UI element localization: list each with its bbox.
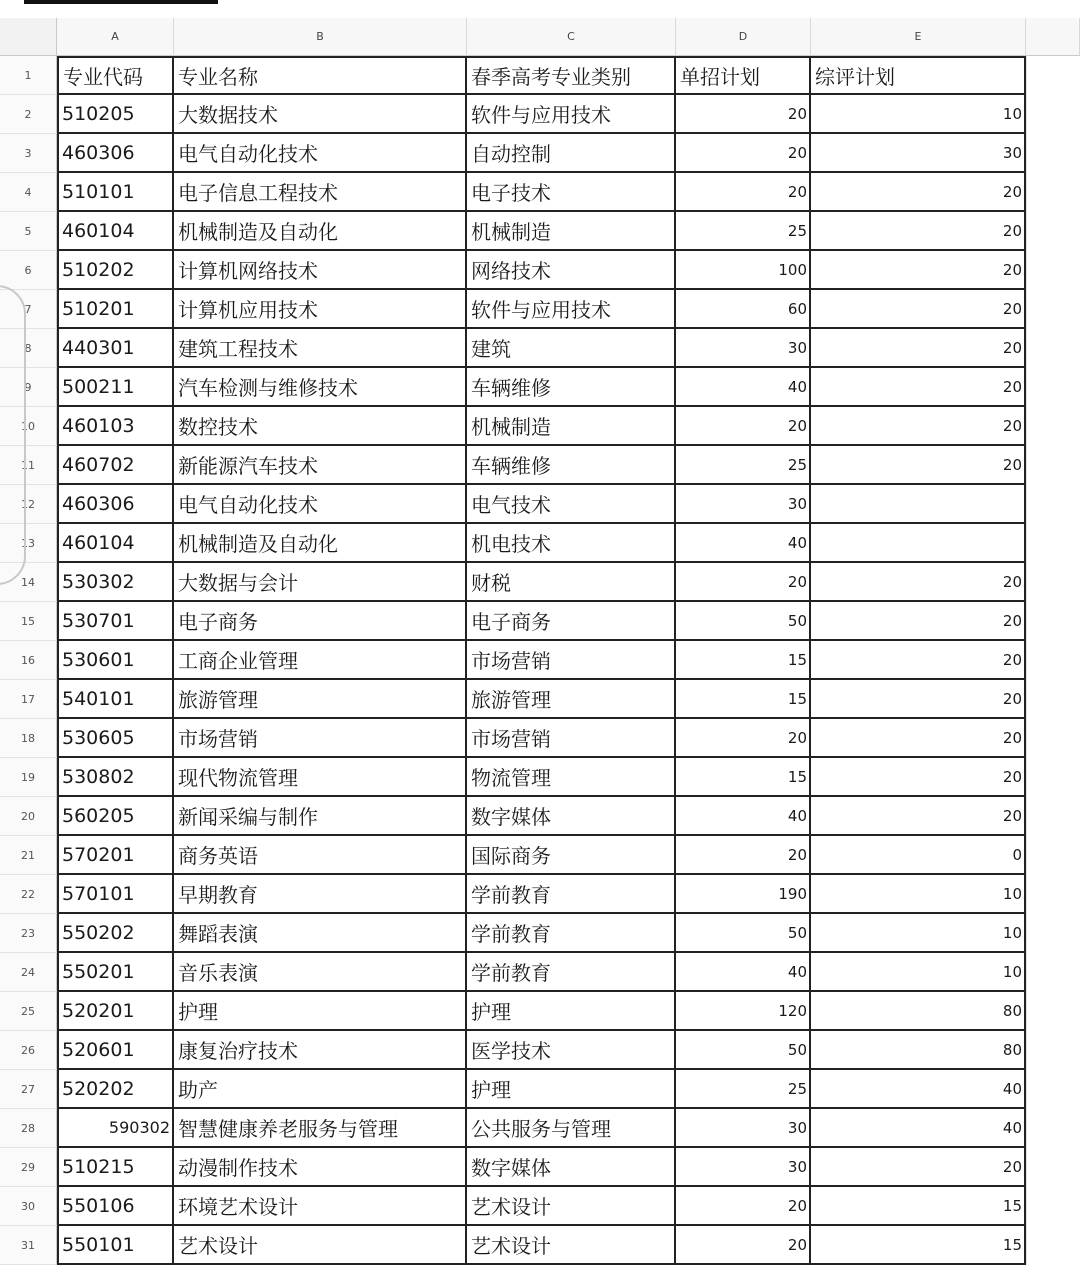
cell-category[interactable]: 市场营销	[467, 641, 676, 680]
header-cell-major-name[interactable]: 专业名称	[174, 56, 467, 95]
cell-major-name[interactable]: 电子信息工程技术	[174, 173, 467, 212]
cell-major-name[interactable]: 舞蹈表演	[174, 914, 467, 953]
cell-major-name[interactable]: 机械制造及自动化	[174, 524, 467, 563]
cell-single-plan[interactable]: 20	[676, 719, 811, 758]
cell-code[interactable]: 460104	[57, 212, 174, 251]
cell-code[interactable]: 550202	[57, 914, 174, 953]
cell-major-name[interactable]: 动漫制作技术	[174, 1148, 467, 1187]
row-header[interactable]: 17	[0, 680, 57, 719]
cell-comprehensive-plan[interactable]: 80	[811, 992, 1026, 1031]
cell-category[interactable]: 物流管理	[467, 758, 676, 797]
cell-single-plan[interactable]: 20	[676, 95, 811, 134]
cell-comprehensive-plan[interactable]: 10	[811, 95, 1026, 134]
row-header[interactable]: 22	[0, 875, 57, 914]
cell-category[interactable]: 网络技术	[467, 251, 676, 290]
row-header[interactable]: 25	[0, 992, 57, 1031]
cell-single-plan[interactable]: 20	[676, 1226, 811, 1265]
column-header-d[interactable]: D	[676, 18, 811, 56]
cell-major-name[interactable]: 电子商务	[174, 602, 467, 641]
cell-comprehensive-plan[interactable]: 0	[811, 836, 1026, 875]
cell-major-name[interactable]: 艺术设计	[174, 1226, 467, 1265]
cell-comprehensive-plan[interactable]: 20	[811, 563, 1026, 602]
cell-category[interactable]: 电子技术	[467, 173, 676, 212]
column-header-f[interactable]	[1026, 18, 1080, 56]
row-header[interactable]: 20	[0, 797, 57, 836]
cell-single-plan[interactable]: 15	[676, 641, 811, 680]
cell-major-name[interactable]: 大数据与会计	[174, 563, 467, 602]
cell-category[interactable]: 电子商务	[467, 602, 676, 641]
row-header[interactable]: 12	[0, 485, 57, 524]
column-header-b[interactable]: B	[174, 18, 467, 56]
cell-code[interactable]: 540101	[57, 680, 174, 719]
cell-code[interactable]: 460702	[57, 446, 174, 485]
row-header[interactable]: 16	[0, 641, 57, 680]
cell-comprehensive-plan[interactable]: 40	[811, 1109, 1026, 1148]
cell-single-plan[interactable]: 20	[676, 563, 811, 602]
cell-single-plan[interactable]: 50	[676, 914, 811, 953]
cell-comprehensive-plan[interactable]: 20	[811, 251, 1026, 290]
cell-category[interactable]: 学前教育	[467, 914, 676, 953]
cell-single-plan[interactable]: 20	[676, 134, 811, 173]
cell-category[interactable]: 建筑	[467, 329, 676, 368]
gridline	[1026, 18, 1027, 1265]
cell-code[interactable]: 530701	[57, 602, 174, 641]
cell-comprehensive-plan[interactable]: 40	[811, 1070, 1026, 1109]
header-cell-code[interactable]: 专业代码	[57, 56, 174, 95]
cell-category[interactable]: 公共服务与管理	[467, 1109, 676, 1148]
cell-code[interactable]: 590302	[57, 1109, 174, 1148]
row-header[interactable]: 15	[0, 602, 57, 641]
cell-major-name[interactable]: 市场营销	[174, 719, 467, 758]
row-header[interactable]: 26	[0, 1031, 57, 1070]
cell-comprehensive-plan[interactable]: 20	[811, 797, 1026, 836]
row-header[interactable]: 6	[0, 251, 57, 290]
cell-major-name[interactable]: 旅游管理	[174, 680, 467, 719]
cell-code[interactable]: 510205	[57, 95, 174, 134]
cell-category[interactable]: 软件与应用技术	[467, 95, 676, 134]
cell-major-name[interactable]: 新能源汽车技术	[174, 446, 467, 485]
cell-comprehensive-plan[interactable]: 10	[811, 914, 1026, 953]
cell-code[interactable]: 550101	[57, 1226, 174, 1265]
row-header[interactable]: 30	[0, 1187, 57, 1226]
cell-major-name[interactable]: 计算机网络技术	[174, 251, 467, 290]
cell-category[interactable]: 车辆维修	[467, 446, 676, 485]
cell-single-plan[interactable]: 50	[676, 1031, 811, 1070]
cell-code[interactable]: 510201	[57, 290, 174, 329]
cell-code[interactable]: 530605	[57, 719, 174, 758]
cell-comprehensive-plan[interactable]: 20	[811, 290, 1026, 329]
cell-comprehensive-plan[interactable]: 20	[811, 719, 1026, 758]
cell-major-name[interactable]: 康复治疗技术	[174, 1031, 467, 1070]
row-header[interactable]: 11	[0, 446, 57, 485]
cell-category[interactable]: 市场营销	[467, 719, 676, 758]
cell-category[interactable]: 数字媒体	[467, 797, 676, 836]
cell-code[interactable]: 460104	[57, 524, 174, 563]
row-header[interactable]: 19	[0, 758, 57, 797]
cell-code[interactable]: 570201	[57, 836, 174, 875]
cell-category[interactable]: 学前教育	[467, 953, 676, 992]
cell-category[interactable]: 数字媒体	[467, 1148, 676, 1187]
row-header[interactable]: 24	[0, 953, 57, 992]
cell-single-plan[interactable]: 20	[676, 173, 811, 212]
cell-major-name[interactable]: 商务英语	[174, 836, 467, 875]
cell-code[interactable]: 510101	[57, 173, 174, 212]
cell-single-plan[interactable]: 40	[676, 953, 811, 992]
cell-major-name[interactable]: 机械制造及自动化	[174, 212, 467, 251]
cell-category[interactable]: 电气技术	[467, 485, 676, 524]
cell-major-name[interactable]: 新闻采编与制作	[174, 797, 467, 836]
cell-category[interactable]: 财税	[467, 563, 676, 602]
cell-category[interactable]: 软件与应用技术	[467, 290, 676, 329]
cell-code[interactable]: 520202	[57, 1070, 174, 1109]
cell-code[interactable]: 510202	[57, 251, 174, 290]
row-header[interactable]: 9	[0, 368, 57, 407]
cell-comprehensive-plan[interactable]: 20	[811, 1148, 1026, 1187]
cell-code[interactable]: 530601	[57, 641, 174, 680]
cell-code[interactable]: 520601	[57, 1031, 174, 1070]
row-header[interactable]: 5	[0, 212, 57, 251]
header-cell-comprehensive-plan[interactable]: 综评计划	[811, 56, 1026, 95]
cell-single-plan[interactable]: 100	[676, 251, 811, 290]
cell-comprehensive-plan[interactable]: 10	[811, 875, 1026, 914]
cell-code[interactable]: 530802	[57, 758, 174, 797]
cell-single-plan[interactable]: 25	[676, 212, 811, 251]
cell-category[interactable]: 国际商务	[467, 836, 676, 875]
header-cell-category[interactable]: 春季高考专业类别	[467, 56, 676, 95]
cell-comprehensive-plan[interactable]: 20	[811, 173, 1026, 212]
cell-single-plan[interactable]: 25	[676, 1070, 811, 1109]
cell-code[interactable]: 550106	[57, 1187, 174, 1226]
cell-comprehensive-plan[interactable]	[811, 485, 1026, 524]
cell-comprehensive-plan[interactable]: 20	[811, 368, 1026, 407]
cell-category[interactable]: 艺术设计	[467, 1226, 676, 1265]
cell-major-name[interactable]: 大数据技术	[174, 95, 467, 134]
row-header[interactable]: 29	[0, 1148, 57, 1187]
column-header-c[interactable]: C	[467, 18, 676, 56]
row-header[interactable]: 7	[0, 290, 57, 329]
cell-single-plan[interactable]: 20	[676, 836, 811, 875]
cell-comprehensive-plan[interactable]	[811, 524, 1026, 563]
cell-comprehensive-plan[interactable]: 30	[811, 134, 1026, 173]
row-header[interactable]: 13	[0, 524, 57, 563]
row-header[interactable]: 18	[0, 719, 57, 758]
cell-major-name[interactable]: 智慧健康养老服务与管理	[174, 1109, 467, 1148]
cell-category[interactable]: 机械制造	[467, 212, 676, 251]
cell-major-name[interactable]: 电气自动化技术	[174, 134, 467, 173]
cell-single-plan[interactable]: 20	[676, 407, 811, 446]
cell-comprehensive-plan[interactable]: 10	[811, 953, 1026, 992]
row-header[interactable]: 14	[0, 563, 57, 602]
cell-category[interactable]: 护理	[467, 1070, 676, 1109]
row-header[interactable]: 27	[0, 1070, 57, 1109]
cell-single-plan[interactable]: 50	[676, 602, 811, 641]
cell-code[interactable]: 560205	[57, 797, 174, 836]
cell-comprehensive-plan[interactable]: 20	[811, 602, 1026, 641]
cell-comprehensive-plan[interactable]: 20	[811, 446, 1026, 485]
cell-comprehensive-plan[interactable]: 20	[811, 329, 1026, 368]
cell-comprehensive-plan[interactable]: 20	[811, 212, 1026, 251]
row-header[interactable]: 10	[0, 407, 57, 446]
cell-category[interactable]: 机械制造	[467, 407, 676, 446]
side-edge-handle[interactable]	[0, 285, 26, 585]
cell-single-plan[interactable]: 40	[676, 368, 811, 407]
cell-major-name[interactable]: 音乐表演	[174, 953, 467, 992]
cell-major-name[interactable]: 护理	[174, 992, 467, 1031]
row-header[interactable]: 2	[0, 95, 57, 134]
cell-category[interactable]: 机电技术	[467, 524, 676, 563]
cell-major-name[interactable]: 汽车检测与维修技术	[174, 368, 467, 407]
cell-single-plan[interactable]: 60	[676, 290, 811, 329]
cell-comprehensive-plan[interactable]: 20	[811, 758, 1026, 797]
cell-code[interactable]: 500211	[57, 368, 174, 407]
cell-category[interactable]: 护理	[467, 992, 676, 1031]
cell-single-plan[interactable]: 40	[676, 524, 811, 563]
cell-major-name[interactable]: 早期教育	[174, 875, 467, 914]
header-cell-single-plan[interactable]: 单招计划	[676, 56, 811, 95]
cell-single-plan[interactable]: 20	[676, 1187, 811, 1226]
cell-major-name[interactable]: 建筑工程技术	[174, 329, 467, 368]
row-header[interactable]: 28	[0, 1109, 57, 1148]
cell-major-name[interactable]: 电气自动化技术	[174, 485, 467, 524]
cell-comprehensive-plan[interactable]: 80	[811, 1031, 1026, 1070]
cell-category[interactable]: 艺术设计	[467, 1187, 676, 1226]
cell-category[interactable]: 学前教育	[467, 875, 676, 914]
cell-single-plan[interactable]: 25	[676, 446, 811, 485]
cell-comprehensive-plan[interactable]: 15	[811, 1187, 1026, 1226]
row-header[interactable]: 31	[0, 1226, 57, 1265]
row-header[interactable]: 3	[0, 134, 57, 173]
cell-major-name[interactable]: 数控技术	[174, 407, 467, 446]
cell-single-plan[interactable]: 15	[676, 758, 811, 797]
cell-code[interactable]: 530302	[57, 563, 174, 602]
cell-category[interactable]: 车辆维修	[467, 368, 676, 407]
cell-comprehensive-plan[interactable]: 20	[811, 641, 1026, 680]
row-header[interactable]: 4	[0, 173, 57, 212]
cell-code[interactable]: 460103	[57, 407, 174, 446]
cell-comprehensive-plan[interactable]: 20	[811, 680, 1026, 719]
column-header-a[interactable]: A	[57, 18, 174, 56]
cell-category[interactable]: 旅游管理	[467, 680, 676, 719]
cell-major-name[interactable]: 环境艺术设计	[174, 1187, 467, 1226]
cell-code[interactable]: 440301	[57, 329, 174, 368]
cell-major-name[interactable]: 现代物流管理	[174, 758, 467, 797]
cell-comprehensive-plan[interactable]: 20	[811, 407, 1026, 446]
cell-code[interactable]: 460306	[57, 134, 174, 173]
cell-category[interactable]: 医学技术	[467, 1031, 676, 1070]
cell-single-plan[interactable]: 15	[676, 680, 811, 719]
cell-comprehensive-plan[interactable]: 15	[811, 1226, 1026, 1265]
cell-code[interactable]: 520201	[57, 992, 174, 1031]
cell-code[interactable]: 570101	[57, 875, 174, 914]
cell-category[interactable]: 自动控制	[467, 134, 676, 173]
row-header[interactable]: 23	[0, 914, 57, 953]
cell-single-plan[interactable]: 30	[676, 485, 811, 524]
cell-major-name[interactable]: 工商企业管理	[174, 641, 467, 680]
select-all-corner[interactable]	[0, 18, 57, 56]
spreadsheet-grid[interactable]	[0, 18, 1080, 1266]
cell-single-plan[interactable]: 30	[676, 1148, 811, 1187]
cell-major-name[interactable]: 助产	[174, 1070, 467, 1109]
row-header[interactable]: 21	[0, 836, 57, 875]
column-header-e[interactable]: E	[811, 18, 1026, 56]
cell-single-plan[interactable]: 40	[676, 797, 811, 836]
row-header[interactable]: 8	[0, 329, 57, 368]
cell-major-name[interactable]: 计算机应用技术	[174, 290, 467, 329]
cell-single-plan[interactable]: 30	[676, 1109, 811, 1148]
cell-single-plan[interactable]: 30	[676, 329, 811, 368]
cell-code[interactable]: 460306	[57, 485, 174, 524]
top-status-bar	[24, 0, 218, 4]
cell-code[interactable]: 510215	[57, 1148, 174, 1187]
row-header[interactable]: 1	[0, 56, 57, 95]
cell-single-plan[interactable]: 120	[676, 992, 811, 1031]
cell-code[interactable]: 550201	[57, 953, 174, 992]
cell-single-plan[interactable]: 190	[676, 875, 811, 914]
